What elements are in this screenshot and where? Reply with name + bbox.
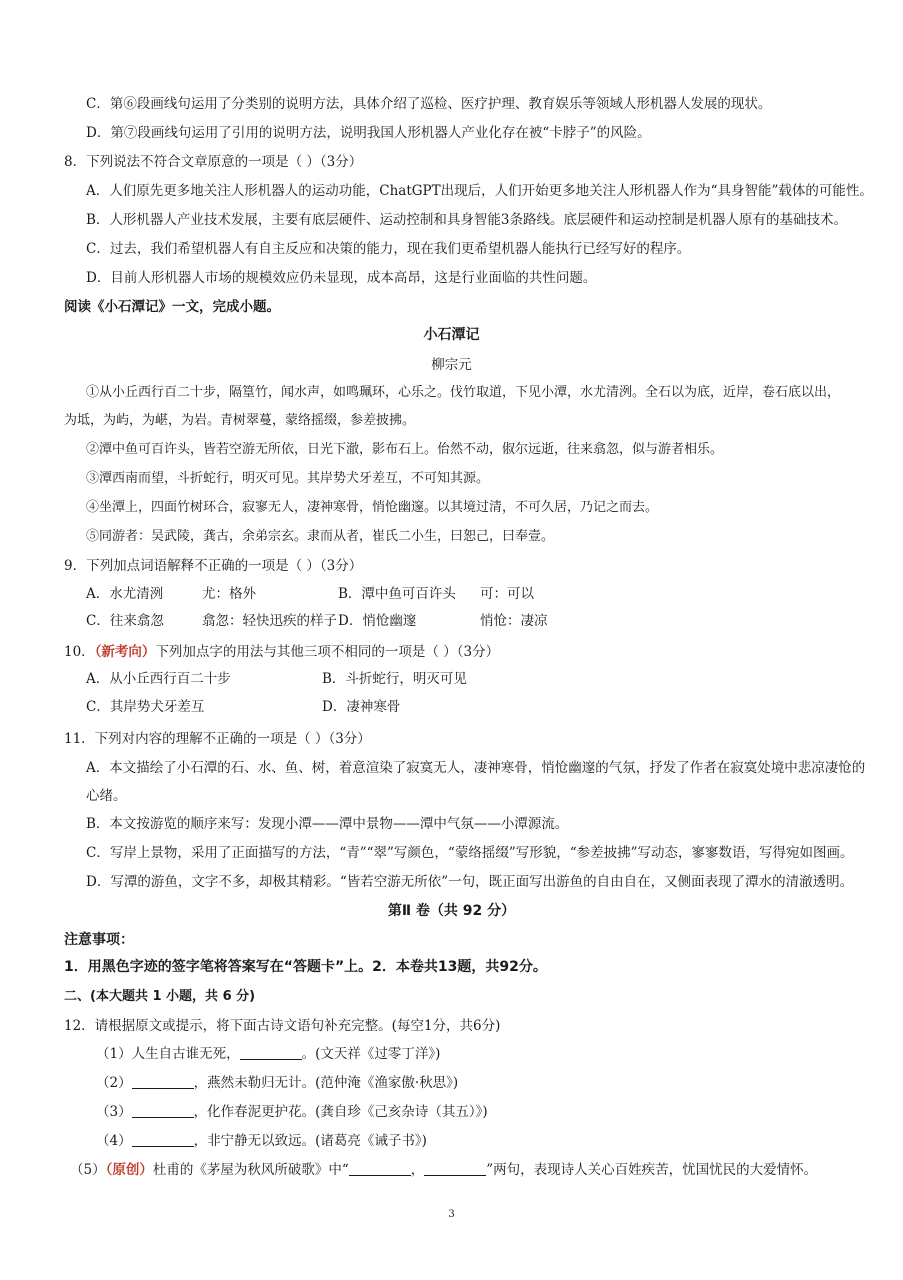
passage-paragraph-5: ⑤同游者：吴武陵，龚古，余弟宗玄。隶而从者，崔氏二小生，曰恕己，曰奉壹。 (86, 529, 555, 544)
q9-option-a-gloss: 尤：格外 (202, 586, 256, 602)
q12-item-2-after: ，燕然未勒归无计。(范仲淹《渔家傲·秋思》) (193, 1075, 459, 1091)
q12-item-3 (96, 1103, 488, 1121)
answer-blank[interactable] (132, 1074, 194, 1089)
q10-stem-line (64, 643, 499, 661)
section-2-heading: 二、(本大题共 1 小题，共 6 分) (64, 989, 256, 1004)
page-number: 3 (448, 1209, 455, 1220)
passage-paragraph-3: ③潭西南而望，斗折蛇行，明灭可见。其岸势犬牙差互，不可知其源。 (86, 471, 490, 486)
q12-item-5-before: （5） (70, 1162, 106, 1178)
q10-option-d: D．凄神寒骨 (322, 699, 401, 715)
answer-blank[interactable] (132, 1132, 194, 1147)
q9-option-d-gloss: 悄怆：凄凉 (480, 613, 548, 629)
passage-title: 小石潭记 (423, 327, 480, 343)
q10-option-c: C．其岸势犬牙差互 (86, 699, 205, 715)
passage-paragraph-2: ②潭中鱼可百许头，皆若空游无所依，日光下澈，影布石上。佁然不动，俶尔远逝，往来翕忽，似与游者相乐。 (86, 442, 724, 457)
q12-item-3-before: （3） (96, 1104, 132, 1120)
q8-option-d: D．目前人形机器人市场的规模效应仍未显现，成本高昂，这是行业面临的共性问题。 (86, 270, 597, 286)
q12-item-1 (96, 1045, 440, 1063)
q10-option-b: B．斗折蛇行，明灭可见 (322, 671, 467, 687)
q12-item-4-after: ，非宁静无以致远。(诸葛亮《诫子书》) (193, 1133, 427, 1149)
q12-stem: 12．请根据原文或提示，将下面古诗文语句补充完整。(每空1分，共6分) (64, 1018, 501, 1034)
q11-option-a: A．本文描绘了小石潭的石、水、鱼、树，着意渲染了寂寞无人，凄神寒骨，悄怆幽邃的气氛，抒发了作者在寂寞处境中悲凉凄怆的 (86, 760, 866, 776)
q9-stem: 9．下列加点词语解释不正确的一项是（ ）（3分） (64, 558, 363, 574)
q12-item-2-before: （2） (96, 1075, 132, 1091)
q9-option-b: B．潭中鱼可百许头 (338, 586, 456, 602)
q10-option-a: A．从小丘西行百二十步 (86, 671, 231, 687)
answer-blank[interactable] (349, 1161, 411, 1176)
q7-option-c: C．第⑥段画线句运用了分类别的说明方法，具体介绍了巡检、医疗护理、教育娱乐等领域人形机器人发展的现状。 (86, 96, 772, 112)
q12-item-1-after: 。(文天祥《过零丁洋》) (301, 1046, 441, 1062)
q8-option-a: A．人们原先更多地关注人形机器人的运动功能，ChatGPT出现后，人们开始更多地关注人形机器人作为“具身智能”载体的可能性。 (86, 183, 873, 199)
notice-title: 注意事项： (64, 932, 134, 948)
part2-title: 第Ⅱ 卷（共 92 分） (387, 903, 516, 919)
q10-stem: 下列加点字的用法与其他三项不相同的一项是（ ）（3分） (155, 644, 500, 660)
q12-item-5-source: 杜甫的《茅屋为秋风所破歌》中“ (152, 1162, 349, 1178)
q8-option-b: B．人形机器人产业技术发展，主要有底层硬件、运动控制和具身智能3条路线。底层硬件和运动控制是机器人原有的基础技术。 (86, 212, 848, 228)
q12-item-5-after: ”两句，表现诗人关心百姓疾苦，忧国忧民的大爱情怀。 (486, 1162, 818, 1178)
q9-option-b-gloss: 可：可以 (480, 586, 534, 602)
q11-option-a-cont: 心绪。 (86, 788, 127, 804)
q12-item-5 (70, 1161, 817, 1179)
q10-number: 10． (64, 644, 95, 660)
q11-stem: 11．下列对内容的理解不正确的一项是（ ）（3分） (64, 731, 371, 747)
q12-item-2 (96, 1074, 458, 1092)
reading-intro: 阅读《小石潭记》一文，完成小题。 (64, 299, 280, 315)
q7-option-d: D．第⑦段画线句运用了引用的说明方法，说明我国人形机器人产业化存在被“卡脖子”的风险。 (86, 125, 651, 141)
passage-paragraph-4: ④坐潭上，四面竹树环合，寂寥无人，凄神寒骨，悄怆幽邃。以其境过清，不可久居，乃记之而去。 (86, 500, 659, 515)
q11-option-d: D．写潭的游鱼，文字不多，却极其精彩。“皆若空游无所依”一句，既正面写出游鱼的自由自在，又侧面表现了潭水的清澈透明。 (86, 874, 854, 890)
q12-item-4 (96, 1132, 427, 1150)
q12-item-4-before: （4） (96, 1133, 132, 1149)
notice-text: 1．用黑色字迹的签字笔将答案写在“答题卡”上。2．本卷共13题，共92分。 (64, 959, 547, 975)
answer-blank[interactable] (132, 1103, 194, 1118)
answer-blank[interactable] (424, 1161, 486, 1176)
q9-option-a: A．水尤清洌 (86, 586, 164, 602)
q9-option-d: D．悄怆幽邃 (338, 613, 417, 629)
q10-new-direction-tag: （新考向） (94, 644, 156, 660)
q9-option-c-gloss: 翕忽：轻快迅疾的样子 (202, 613, 337, 629)
q9-option-c: C．往来翕忽 (86, 613, 164, 629)
passage-paragraph-1: ①从小丘西行百二十步，隔篁竹，闻水声，如鸣珮环，心乐之。伐竹取道，下见小潭，水尤清洌。全石以为底，近岸，卷石底以出， (86, 385, 841, 400)
passage-paragraph-1-cont: 为坻，为屿，为嵁，为岩。青树翠蔓，蒙络摇缀，参差披拂。 (64, 413, 416, 428)
q12-item-3-after: ，化作春泥更护花。(龚自珍《己亥杂诗（其五）》) (193, 1104, 488, 1120)
q8-option-c: C．过去，我们希望机器人有自主反应和决策的能力，现在我们更希望机器人能执行已经写好的程序。 (86, 241, 691, 257)
original-tag: （原创） (105, 1162, 153, 1178)
q12-item-1-before: （1）人生自古谁无死， (96, 1046, 240, 1062)
passage-author: 柳宗元 (431, 357, 472, 373)
q11-option-c: C．写岸上景物，采用了正面描写的方法，“青”“翠”写颜色，“蒙络摇缀”写形貌，“参差披拂”写动态，寥寥数语，写得宛如图画。 (86, 845, 854, 861)
q12-item-5-comma: ， (410, 1162, 425, 1178)
q8-stem: 8．下列说法不符合文章原意的一项是（ ）（3分） (64, 154, 363, 170)
answer-blank[interactable] (240, 1045, 302, 1060)
q11-option-b: B．本文按游览的顺序来写：发现小潭——潭中景物——潭中气氛——小潭源流。 (86, 816, 569, 832)
